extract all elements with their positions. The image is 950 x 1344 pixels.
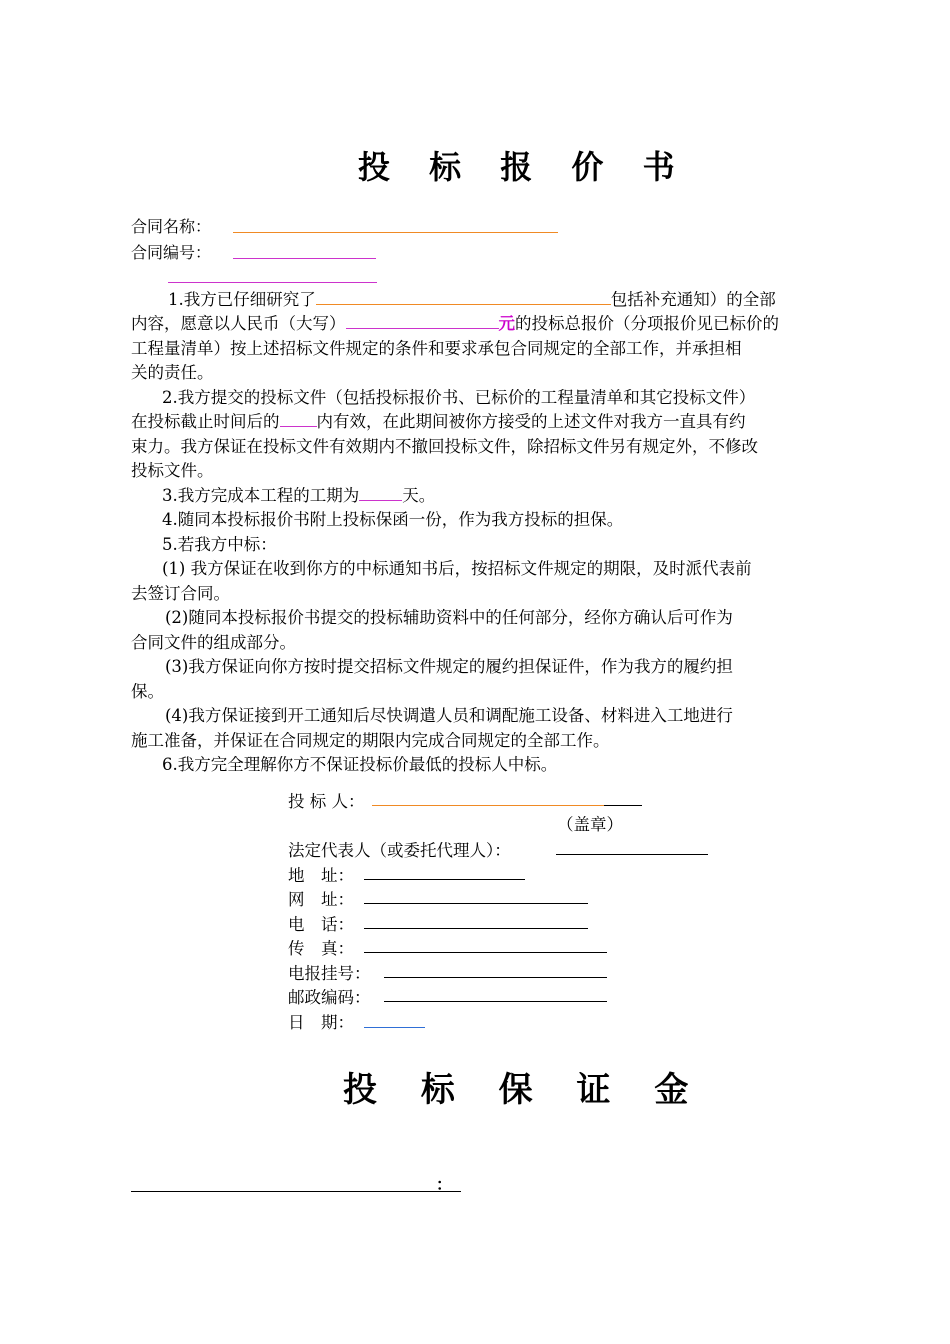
- bidder-label: 投 标 人：: [288, 792, 365, 811]
- p2-line1: 2.我方提交的投标文件（包括投标报价书、已标价的工程量清单和其它投标文件）: [162, 388, 756, 407]
- contract-no-label: 合同编号：: [131, 243, 212, 262]
- p5-4-line2: 施工准备，并保证在合同规定的期限内完成合同规定的全部工作。: [131, 731, 610, 750]
- legal-rep-label: 法定代表人（或委托代理人）：: [288, 841, 511, 860]
- p1-line2: [131, 312, 779, 337]
- p5-3-line2: 保。: [131, 682, 164, 701]
- validity-period-field[interactable]: [280, 410, 317, 427]
- bidder-field-tail: [604, 805, 642, 806]
- p5-line: 5.若我方中标：: [162, 535, 277, 554]
- p5-3-line1: (3)我方保证向你方按时提交招标文件规定的履约担保证件，作为我方的履约担: [165, 657, 733, 676]
- p5-2-line1: (2)随同本投标报价书提交的投标辅助资料中的任何部分，经你方确认后可作为: [165, 608, 733, 627]
- website-label: 网 址：: [288, 890, 354, 909]
- p5-2-line2: 合同文件的组成部分。: [131, 633, 296, 652]
- bidder-field[interactable]: [372, 805, 604, 806]
- p4-line: 4.随同本投标报价书附上投标保函一份，作为我方投标的担保。: [162, 510, 624, 529]
- p2-text-b1: 在投标截止时间后的: [131, 412, 280, 431]
- contract-name-label: 合同名称：: [131, 217, 212, 236]
- recipient-colon: ：: [436, 1175, 453, 1194]
- total-price-field[interactable]: [346, 312, 499, 329]
- p2-line4: 投标文件。: [131, 461, 214, 480]
- date-label: 日 期：: [288, 1013, 354, 1032]
- p3-line: [162, 484, 435, 509]
- legal-rep-field[interactable]: [556, 854, 708, 855]
- fax-field[interactable]: [364, 952, 607, 953]
- telegraph-field[interactable]: [384, 977, 607, 978]
- p1-text-c: 内容，愿意以人民币（大写）: [131, 314, 346, 333]
- contract-no-field[interactable]: [233, 258, 376, 259]
- p3-text-b: 天。: [402, 486, 436, 505]
- address-field[interactable]: [364, 879, 525, 880]
- telegraph-label: 电报挂号：: [288, 964, 371, 983]
- p2-line2: [131, 410, 746, 435]
- duration-days-field[interactable]: [359, 484, 402, 501]
- p1-text-d: 的投标总报价（分项报价见已标价的: [515, 314, 779, 333]
- p3-text-a: 3.我方完成本工程的工期为: [162, 486, 360, 505]
- postcode-label: 邮政编码：: [288, 988, 371, 1007]
- p2-text-b2: 内有效，在此期间被你方接受的上述文件对我方一直具有约: [316, 412, 746, 431]
- page-title: 投 标 报 价 书: [358, 148, 689, 186]
- p1-text-a: 1.我方已仔细研究了: [168, 290, 316, 309]
- contract-name-field[interactable]: [233, 232, 558, 233]
- p2-line3: 束力。我方保证在投标文件有效期内不撤回投标文件，除招标文件另有规定外，不修改: [131, 437, 758, 456]
- recipient-field[interactable]: [131, 1191, 461, 1192]
- contract-no-extra-line: [168, 282, 377, 283]
- p1-line1: [168, 288, 776, 313]
- p5-1-line2: 去签订合同。: [131, 584, 230, 603]
- date-field[interactable]: [364, 1027, 425, 1028]
- p5-4-line1: (4)我方保证接到开工通知后尽快调遣人员和调配施工设备、材料进入工地进行: [165, 706, 733, 725]
- p1-text-b: 包括补充通知）的全部: [610, 290, 776, 309]
- p6-line: 6.我方完全理解你方不保证投标价最低的投标人中标。: [162, 755, 558, 774]
- p1-line4: 关的责任。: [131, 363, 214, 382]
- yuan-label: 元: [498, 314, 515, 333]
- address-label: 地 址：: [288, 866, 354, 885]
- p1-line3: 工程量清单）按上述招标文件规定的条件和要求承包合同规定的全部工作，并承担相: [131, 339, 742, 358]
- postcode-field[interactable]: [384, 1001, 607, 1002]
- p5-1-line1: (1) 我方保证在收到你方的中标通知书后，按招标文件规定的期限，及时派代表前: [162, 559, 752, 578]
- seal-label: （盖章）: [557, 815, 623, 834]
- fax-label: 传 真：: [288, 939, 354, 958]
- section-title-bid-bond: 投 标 保 证 金: [343, 1070, 705, 1110]
- phone-field[interactable]: [364, 928, 588, 929]
- phone-label: 电 话：: [288, 915, 354, 934]
- website-field[interactable]: [364, 903, 588, 904]
- tender-doc-name-field[interactable]: [316, 288, 611, 305]
